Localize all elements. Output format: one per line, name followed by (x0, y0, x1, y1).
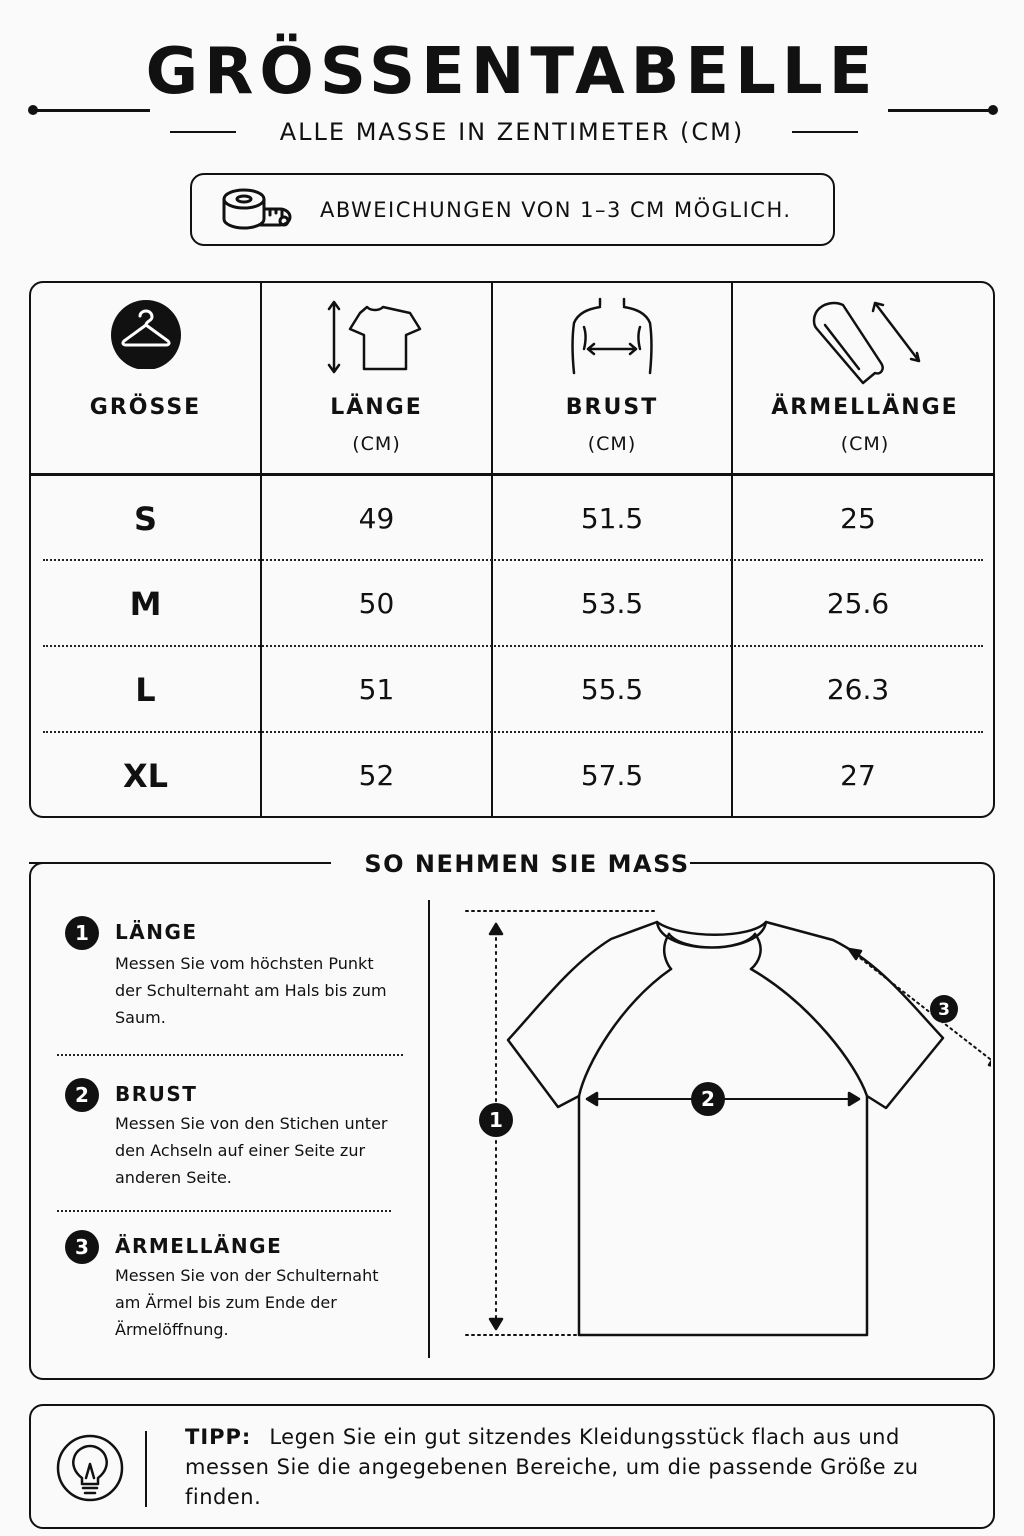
lightbulb-icon (55, 1428, 125, 1508)
table-cell-chest: 53.5 (580, 587, 644, 620)
step-desc-length: Messen Sie vom höchsten Punkt der Schulternaht am Hals bis zum Saum. (115, 954, 387, 1027)
table-cell-size: S (133, 500, 158, 538)
size-table (29, 281, 995, 818)
table-cell-length: 51 (358, 673, 395, 706)
table-cell-sleeve: 25.6 (826, 587, 890, 620)
step-divider (57, 1210, 391, 1212)
step-badge: 3 (65, 1230, 99, 1264)
header-unit-sleeve: (CM) (840, 433, 890, 455)
section-rule-right (690, 862, 970, 864)
page-subtitle: ALLE MASSE IN ZENTIMETER (CM) (279, 118, 745, 146)
header-cell-sleeve (733, 283, 995, 473)
step-badge: 2 (65, 1078, 99, 1112)
table-cell-length: 49 (358, 502, 395, 535)
page-title: GRÖSSENTABELLE (145, 35, 879, 109)
tshirt-measurement-icon (461, 894, 991, 1364)
table-cell-sleeve: 26.3 (826, 673, 890, 706)
tolerance-note (190, 173, 835, 246)
step-title-chest: BRUST (115, 1082, 198, 1106)
header-cell-size (31, 283, 260, 473)
table-cell-chest: 57.5 (580, 759, 644, 792)
header-label-size: GRÖSSE (89, 395, 202, 420)
header-unit-chest: (CM) (587, 433, 637, 455)
table-cell-size: M (129, 585, 162, 623)
table-cell-sleeve: 25 (840, 502, 876, 535)
step-title-length: LÄNGE (115, 920, 198, 944)
section-rule-left (29, 862, 331, 864)
hanger-icon (110, 297, 182, 369)
header-cell-length (262, 283, 491, 473)
header-cell-chest (493, 283, 731, 473)
table-cell-length: 50 (358, 587, 395, 620)
svg-text:3: 3 (938, 1000, 950, 1020)
svg-text:1: 1 (489, 1108, 503, 1132)
table-cell-chest: 51.5 (580, 502, 644, 535)
title-divider-right (888, 109, 994, 112)
table-cell-size: L (135, 671, 156, 709)
measuring-guide (29, 850, 995, 1380)
header-label-sleeve: ÄRMELLÄNGE (771, 395, 959, 420)
table-cell-sleeve: 27 (840, 759, 876, 792)
header-label-chest: BRUST (565, 395, 659, 420)
chest-width-icon (562, 297, 662, 377)
tolerance-note-text: ABWEICHUNGEN VON 1–3 CM MÖGLICH. (320, 198, 792, 222)
sleeve-length-icon (805, 297, 925, 387)
section-title: SO NEHMEN SIE MASS (364, 850, 690, 878)
table-cell-length: 52 (358, 759, 395, 792)
step-divider (57, 1054, 403, 1056)
table-cell-chest: 55.5 (580, 673, 644, 706)
tape-measure-icon (220, 183, 300, 237)
step-desc-chest: Messen Sie von den Stichen unter den Achseln auf einer Seite zur anderen Seite. (115, 1114, 388, 1187)
tip-text (185, 1422, 975, 1512)
header (0, 30, 1024, 120)
header-label-length: LÄNGE (330, 395, 423, 420)
guide-divider (428, 900, 430, 1358)
subtitle-divider-right (792, 131, 858, 133)
svg-text:2: 2 (701, 1087, 715, 1111)
tip-divider (145, 1431, 147, 1507)
step-badge: 1 (65, 916, 99, 950)
header-unit-length: (CM) (352, 433, 401, 455)
step-title-sleeve: ÄRMELLÄNGE (115, 1234, 283, 1258)
tip-body: Legen Sie ein gut sitzendes Kleidungsstück flach aus und messen Sie die angegebenen Bereiche, um die passende Größe zu finden. (185, 1425, 919, 1509)
tip-box (29, 1404, 995, 1529)
tip-label: TIPP: (185, 1425, 252, 1449)
step-desc-sleeve: Messen Sie von der Schulternaht am Ärmel bis zum Ende der Ärmelöffnung. (115, 1266, 379, 1339)
table-cell-size: XL (122, 757, 169, 795)
shirt-length-icon (322, 297, 432, 377)
